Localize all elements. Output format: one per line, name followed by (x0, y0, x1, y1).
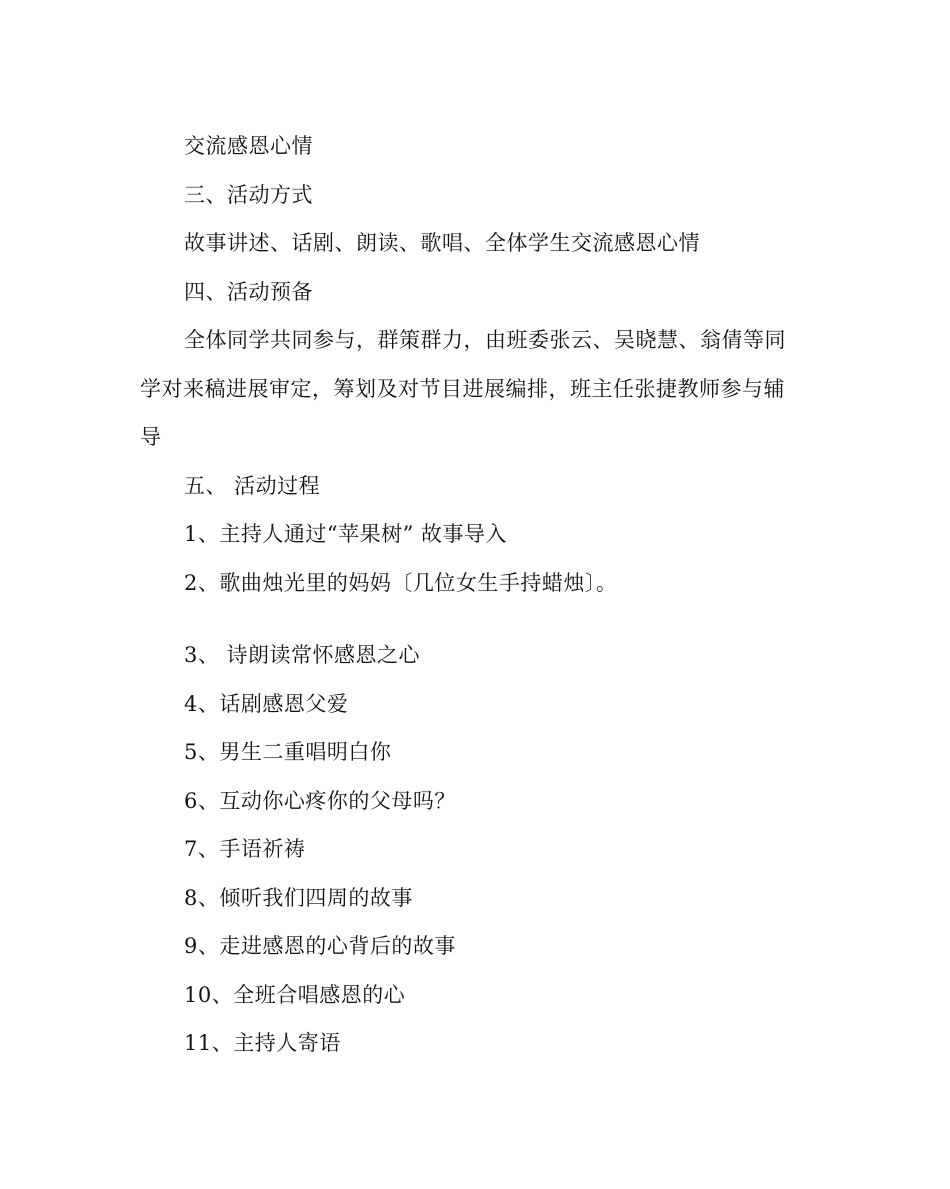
list-item-9: 9、走进感恩的心背后的故事 (184, 934, 456, 958)
section-heading-activity-prep: 四、活动预备 (184, 280, 313, 304)
list-item-4: 4、话剧感恩父爱 (184, 692, 349, 716)
list-item-6: 6、互动你心疼你的父母吗？ (184, 789, 456, 813)
list-item-11: 11、主持人寄语 (184, 1031, 341, 1055)
paragraph-line-2: 学对来稿进展审定，筹划及对节目进展编排，班主任张捷教师参与辅 (140, 377, 785, 401)
paragraph-line-1: 全体同学共同参与，群策群力，由班委张云、吴晓慧、翁倩等同 (184, 328, 786, 352)
text-line-gratitude-exchange: 交流感恩心情 (184, 134, 313, 158)
list-item-1: 1、主持人通过“苹果树” 故事导入 (184, 522, 508, 546)
list-item-7: 7、手语祈祷 (184, 837, 306, 861)
section-heading-activity-process: 五、 活动过程 (184, 474, 321, 498)
section-heading-activity-method: 三、活动方式 (184, 183, 313, 207)
list-item-8: 8、倾听我们四周的故事 (184, 886, 413, 910)
text-line-methods: 故事讲述、话剧、朗读、歌唱、全体学生交流感恩心情 (184, 231, 700, 255)
list-item-5: 5、男生二重唱明白你 (184, 740, 392, 764)
paragraph-line-3: 导 (140, 425, 162, 449)
list-item-2: 2、歌曲烛光里的妈妈〔几位女生手持蜡烛〕。 (184, 571, 618, 595)
list-item-10: 10、全班合唱感恩的心 (184, 983, 406, 1007)
list-item-3: 3、 诗朗读常怀感恩之心 (184, 643, 421, 667)
